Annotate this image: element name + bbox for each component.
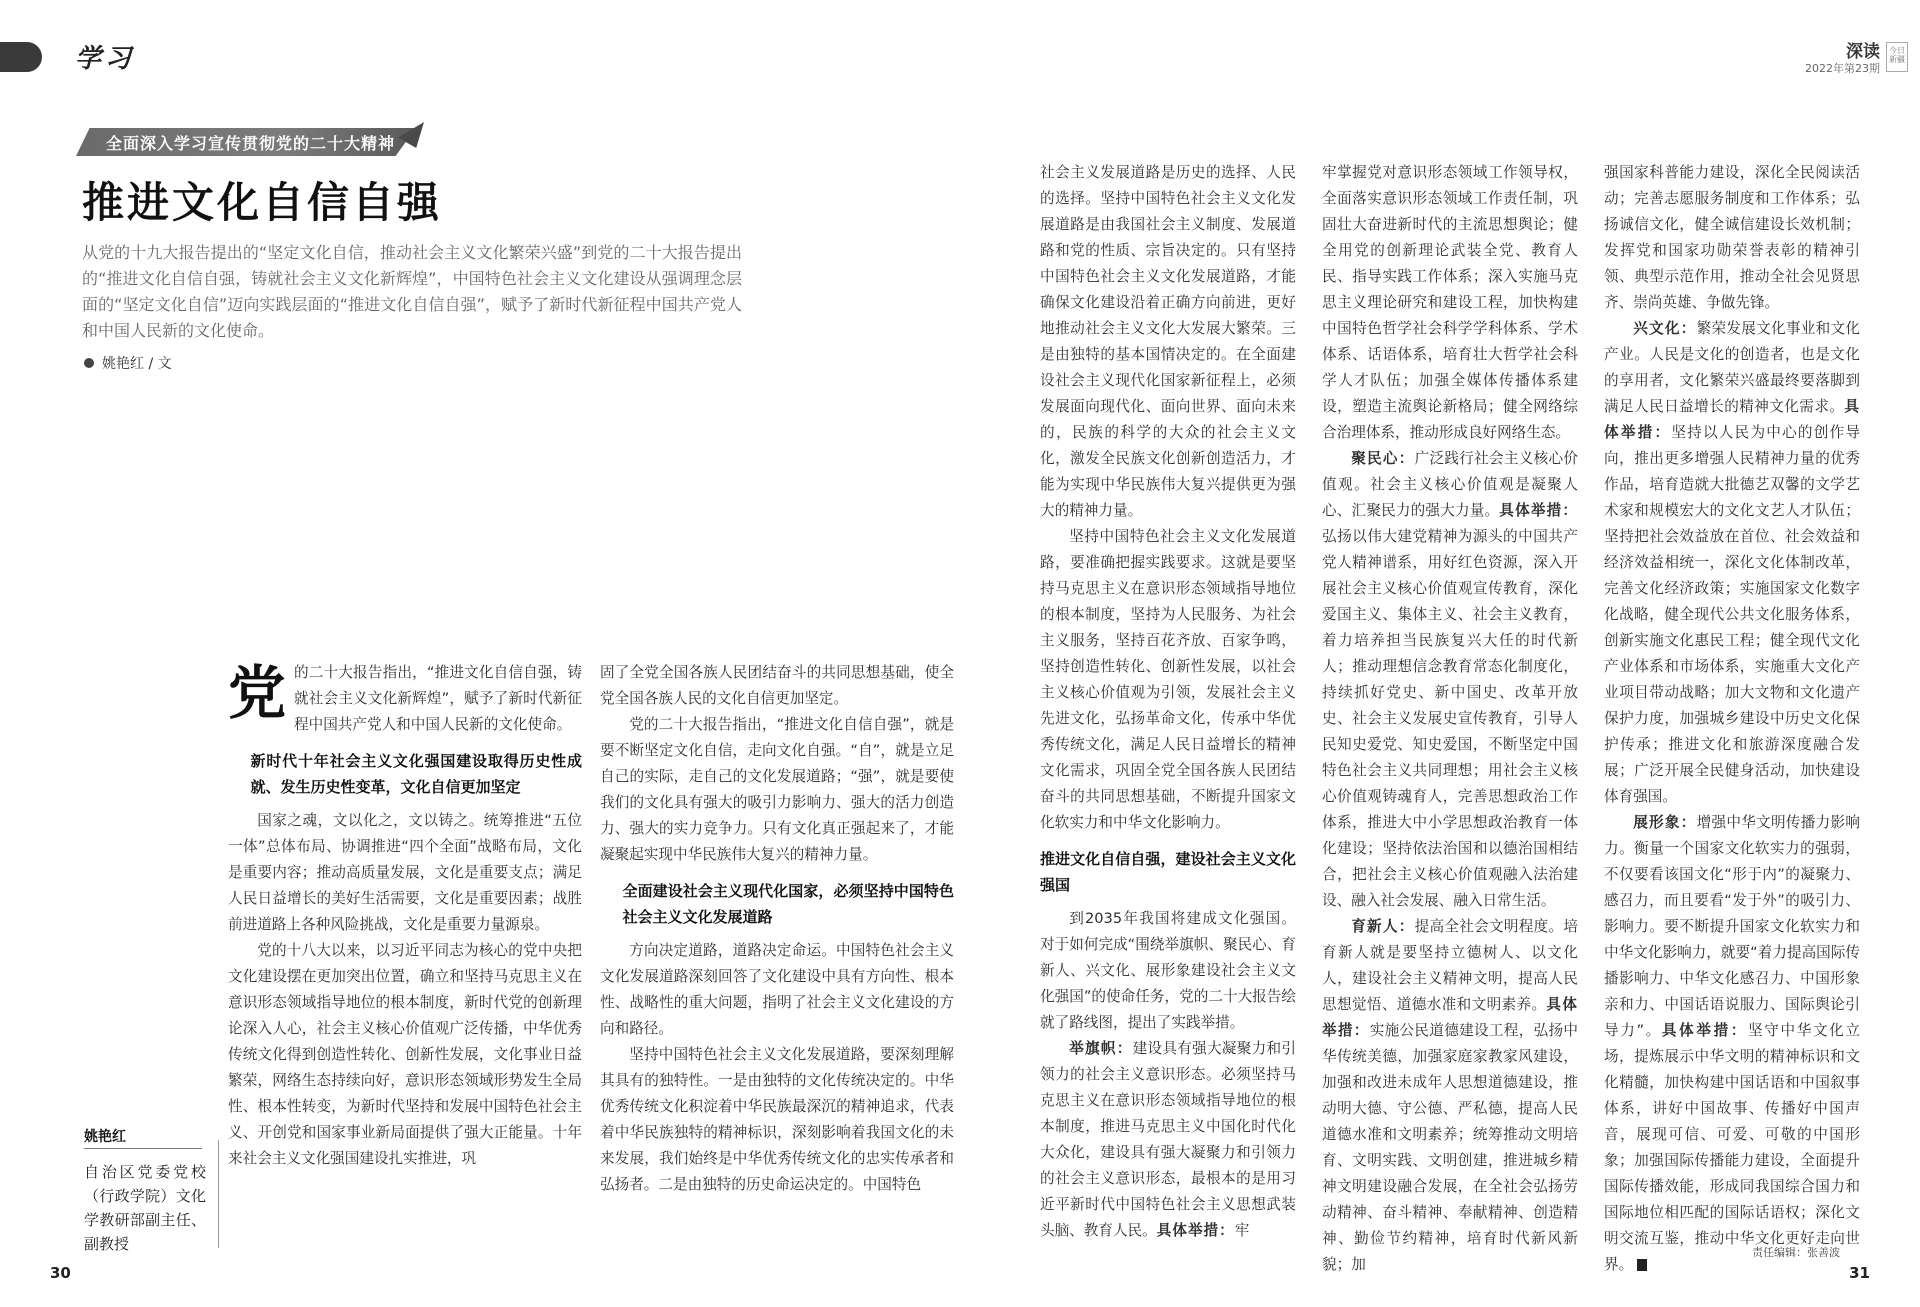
paragraph: 党的十八大以来，以习近平同志为核心的党中央把文化建设摆在更加突出位置，确立和坚持马克思主义在意识形态领域指导地位的根本制度，新时代党的创新理论深入人心，社会主义核心价值观广泛传播，中华优秀传统文化得到创造性转化、创新性发展，文化事业日益繁荣，网络生态持续向好，意识形态领域形势发生全局性、根本性转变，为新时代坚持和发展中国特色社会主义、开创党和国家事业新局面提供了强大正能量。十年来社会主义文化强国建设扎实推进，巩 bbox=[228, 942, 582, 1167]
article-column-2 bbox=[600, 660, 954, 1198]
paragraph: 党的二十大报告指出，“推进文化自信自强”，就是要不断坚定文化自信，走向文化自强。“自”，就是立足自己的实际，走自己的文化发展道路；“强”，就是要使我们的文化具有强大的吸引力影响力、强大的活力创造力、强大的实力竞争力。只有文化真正强起来了，才能凝聚起实现中华民族伟大复兴的精神力量。 bbox=[600, 716, 954, 863]
paragraph: 固了全党全国各族人民团结奋斗的共同思想基础，使全党全国各族人民的文化自信更加坚定。 bbox=[600, 664, 954, 707]
paragraph: 举旗帜：建设具有强大凝聚力和引领力的社会主义意识形态。必须坚持马克思主义在意识形态领域指导地位的根本制度，推进马克思主义中国化时代化大众化，建设具有强大凝聚力和引领力的社会主义意识形态，最根本的是用习近平新时代中国特色社会主义思想武装头脑、教育人民。具体举措：牢 bbox=[1040, 1040, 1296, 1239]
keyword: 育新人： bbox=[1351, 918, 1415, 935]
byline bbox=[84, 353, 172, 373]
lead-paragraph: 党的二十大报告指出，“推进文化自信自强，铸就社会主义文化新辉煌”，赋予了新时代新征程中国共产党人和中国人民新的文化使命。 bbox=[228, 659, 582, 733]
keyword: 聚民心： bbox=[1351, 450, 1415, 467]
article-intro: 从党的十九大报告提出的“坚定文化自信，推动社会主义文化繁荣兴盛”到党的二十大报告提出的“推进文化自信自强，铸就社会主义文化新辉煌”，中国特色社会主义文化建设从强调理念层面的“坚定文化自信”迈向实践层面的“推进文化自信自强”，赋予了新时代新征程中国共产党人和中国人民新的文化使命。 bbox=[82, 243, 742, 340]
keyword: 具体举措： bbox=[1604, 398, 1860, 441]
paragraph: 坚持中国特色社会主义文化发展道路，要深刻理解其具有的独特性。一是由独特的文化传统决定的。中华优秀传统文化积淀着中华民族最深沉的精神追求，代表着中华民族独特的精神标识，深刻影响着我国文化的未来发展，我们始终是中华优秀传统文化的忠实传承者和弘扬者。二是由独特的历史命运决定的。中国特色 bbox=[600, 1046, 954, 1193]
keyword: 具体举措： bbox=[1156, 1222, 1235, 1239]
subheading: 全面建设社会主义现代化国家，必须坚持中国特色社会主义文化发展道路 bbox=[622, 882, 954, 926]
issue-number: 2022年第23期 bbox=[1805, 62, 1880, 75]
paragraph: 方向决定道路，道路决定命运。中国特色社会主义文化发展道路深刻回答了文化建设中具有方向性、根本性、战略性的重大问题，指明了社会主义文化建设的方向和路径。 bbox=[600, 942, 954, 1037]
magazine-column-name: 深读 bbox=[1846, 42, 1880, 62]
paragraph: 展形象：增强中华文明传播力影响力。衡量一个国家文化软实力的强弱，不仅要看该国文化“形于内”的凝聚力、感召力，而且要看“发于外”的吸引力、影响力。要不断提升国家文化软实力和中华文化影响力，就要“着力提高国际传播影响力、中华文化感召力、中国形象亲和力、中国话语说服力、国际舆论引导力”。具体举措：坚守中华文化立场，提炼展示中华文明的精神标识和文化精髓，加快构建中国话语和中国叙事体系，讲好中国故事、传播好中国声音，展现可信、可爱、可敬的中国形象；加强国际传播能力建设，全面提升国际传播效能，形成同我国综合国力和国际地位相匹配的国际话语权；深化文明交流互鉴，推动中华文化更好走向世界。 bbox=[1604, 814, 1860, 1273]
article-title: 推进文化自信自强 bbox=[82, 178, 443, 227]
magazine-header bbox=[1805, 42, 1908, 76]
keyword: 兴文化： bbox=[1633, 320, 1697, 337]
keyword: 展形象： bbox=[1633, 814, 1697, 831]
bullet-icon bbox=[84, 358, 94, 368]
article-column-4 bbox=[1322, 160, 1578, 1278]
magazine-logo: 今日新疆 bbox=[1886, 42, 1908, 72]
end-mark-icon bbox=[1637, 1259, 1647, 1271]
drop-cap: 党 bbox=[228, 659, 287, 727]
article-column-3 bbox=[1040, 160, 1296, 1244]
paragraph: 社会主义发展道路是历史的选择、人民的选择。坚持中国特色社会主义文化发展道路是由我国社会主义制度、发展道路和党的性质、宗旨决定的。只有坚持中国特色社会主义文化发展道路，才能确保文化建设沿着正确方向前进，更好地推动社会主义文化大发展大繁荣。三是由独特的基本国情决定的。在全面建设社会主义现代化国家新征程上，必须发展面向现代化、面向世界、面向未来的，民族的科学的大众的社会主义文化，激发全民族文化创新创造活力，才能为实现中华民族伟大复兴提供更为强大的精神力量。 bbox=[1040, 164, 1296, 519]
page-number-right: 31 bbox=[1849, 1264, 1870, 1282]
keyword: 具体举措： bbox=[1661, 1022, 1749, 1039]
keyword: 具体举措： bbox=[1499, 502, 1578, 519]
responsible-editor: 责任编辑：张善波 bbox=[1752, 1246, 1840, 1259]
paragraph: 育新人：提高全社会文明程度。培育新人就是要坚持立德树人、以文化人，建设社会主义精神文明，提高人民思想觉悟、道德水准和文明素养。具体举措：实施公民道德建设工程，弘扬中华传统美德，加强家庭家教家风建设，加强和改进未成年人思想道德建设，推动明大德、守公德、严私德，提高人民道德水准和文明素养；统筹推动文明培育、文明实践、文明创建，推进城乡精神文明建设融合发展，在全社会弘扬劳动精神、奋斗精神、奉献精神、创造精神、勤俭节约精神，培育时代新风新貌；加 bbox=[1322, 918, 1578, 1273]
subheading: 推进文化自信自强，建设社会主义文化强国 bbox=[1040, 850, 1296, 894]
paragraph: 兴文化：繁荣发展文化事业和文化产业。人民是文化的创造者，也是文化的享用者，文化繁荣兴盛最终要落脚到满足人民日益增长的精神文化需求。具体举措：坚持以人民为中心的创作导向，推出更多增强人民精神力量的优秀作品，培育造就大批德艺双馨的文学艺术家和规模宏大的文化文艺人才队伍；坚持把社会效益放在首位、社会效益和经济效益相统一，深化文化体制改革，完善文化经济政策；实施国家文化数字化战略，健全现代公共文化服务体系，创新实施文化惠民工程；健全现代文化产业体系和市场体系，实施重大文化产业项目带动战略；加大文物和文化遗产保护力度，加强城乡建设中历史文化保护传承；推进文化和旅游深度融合发展；广泛开展全民健身活动，加快建设体育强国。 bbox=[1604, 320, 1860, 805]
subheading: 新时代十年社会主义文化强国建设取得历史性成就、发生历史性变革，文化自信更加坚定 bbox=[250, 752, 582, 796]
article-column-5 bbox=[1604, 160, 1860, 1278]
byline-text: 姚艳红 / 文 bbox=[102, 356, 172, 372]
section-tab-marker bbox=[0, 42, 42, 72]
author-description: 自治区党委党校（行政学院）文化学教研部副主任、副教授 bbox=[84, 1163, 206, 1253]
page-number-left: 30 bbox=[50, 1264, 71, 1282]
paragraph: 到2035年我国将建成文化强国。对于如何完成“围绕举旗帜、聚民心、育新人、兴文化、展形象建设社会主义文化强国”的使命任务，党的二十大报告绘就了路线图，提出了实践举措。 bbox=[1040, 910, 1296, 1031]
section-label: 学习 bbox=[75, 44, 136, 74]
author-name: 姚艳红 bbox=[84, 1129, 126, 1145]
paragraph: 国家之魂，文以化之，文以铸之。统筹推进“五位一体”总体布局、协调推进“四个全面”战略布局，文化是重要内容；推动高质量发展，文化是重要支点；满足人民日益增长的美好生活需要，文化是重要因素；战胜前进道路上各种风险挑战，文化是重要力量源泉。 bbox=[228, 812, 582, 933]
paragraph: 强国家科普能力建设，深化全民阅读活动；完善志愿服务制度和工作体系；弘扬诚信文化，健全诚信建设长效机制；发挥党和国家功勋荣誉表彰的精神引领、典型示范作用，推动全社会见贤思齐、崇尚英雄、争做先锋。 bbox=[1604, 164, 1860, 311]
divider bbox=[218, 1140, 219, 1248]
paragraph: 牢掌握党对意识形态领域工作领导权，全面落实意识形态领域工作责任制，巩固壮大奋进新时代的主流思想舆论；健全用党的创新理论武装全党、教育人民、指导实践工作体系；深入实施马克思主义理论研究和建设工程，加快构建中国特色哲学社会科学学科体系、学术体系、话语体系，培育壮大哲学社会科学人才队伍；加强全媒体传播体系建设，塑造主流舆论新格局；健全网络综合治理体系，推动形成良好网络生态。 bbox=[1322, 164, 1578, 441]
paragraph: 聚民心：广泛践行社会主义核心价值观。社会主义核心价值观是凝聚人心、汇聚民力的强大力量。具体举措：弘扬以伟大建党精神为源头的中国共产党人精神谱系，用好红色资源，深入开展社会主义核心价值观宣传教育，深化爱国主义、集体主义、社会主义教育，着力培养担当民族复兴大任的时代新人；推动理想信念教育常态化制度化，持续抓好党史、新中国史、改革开放史、社会主义发展史宣传教育，引导人民知史爱党、知史爱国，不断坚定中国特色社会主义共同理想；用社会主义核心价值观铸魂育人，完善思想政治工作体系，推进大中小学思想政治教育一体化建设；坚持依法治国和以德治国相结合，把社会主义核心价值观融入法治建设、融入社会发展、融入日常生活。 bbox=[1322, 450, 1578, 909]
keyword: 具体举措： bbox=[1322, 996, 1578, 1039]
article-column-1 bbox=[228, 660, 582, 1172]
keyword: 举旗帜： bbox=[1069, 1040, 1133, 1057]
banner-text: 全面深入学习宣传贯彻党的二十大精神 bbox=[106, 134, 396, 153]
paragraph: 坚持中国特色社会主义文化发展道路，要准确把握实践要求。这就是要坚持马克思主义在意识形态领域指导地位的根本制度，坚持为人民服务、为社会主义服务，坚持百花齐放、百家争鸣，坚持创造性转化、创新性发展，以社会主义核心价值观为引领，发展社会主义先进文化，弘扬革命文化，传承中华优秀传统文化，满足人民日益增长的精神文化需求，巩固全党全国各族人民团结奋斗的共同思想基础，不断提升国家文化软实力和中华文化影响力。 bbox=[1040, 528, 1296, 831]
divider bbox=[84, 1148, 202, 1149]
